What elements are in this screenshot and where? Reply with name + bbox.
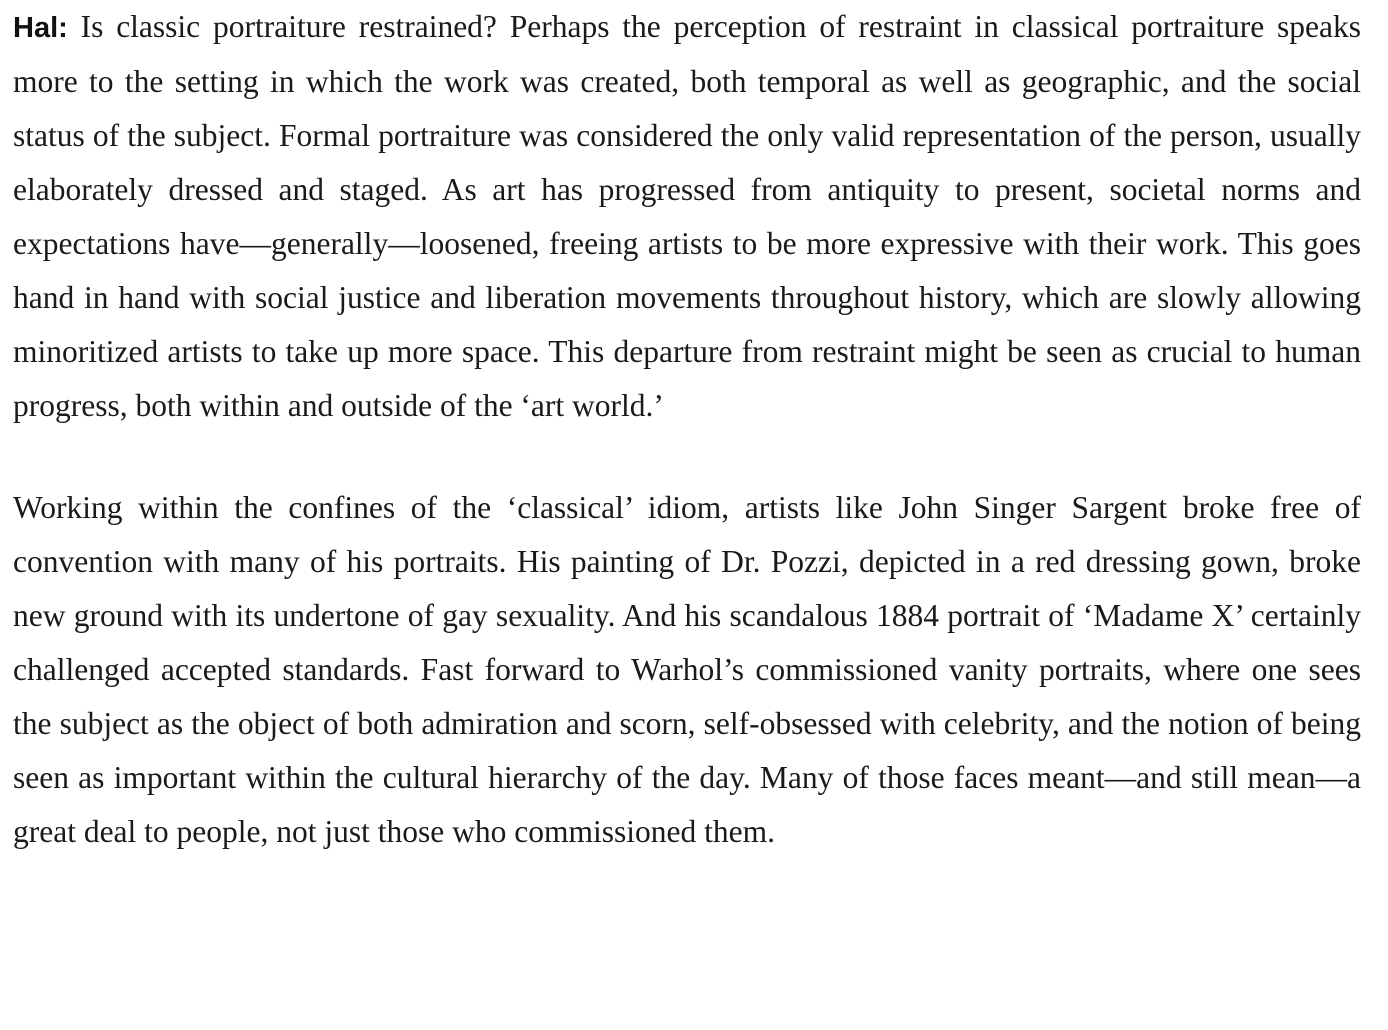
article-body <box>13 0 1361 859</box>
speaker-label: Hal: <box>13 12 68 44</box>
paragraph <box>13 0 1361 433</box>
paragraph-text: Is classic portraiture restrained? Perhaps the perception of restraint in classical portraiture speaks more to the setting in which the work was created, both temporal as well as geographic, and the social status of the subject. Formal portraiture was considered the only valid representation of the person, usually elaborately dressed and staged. As art has progressed from antiquity to present, societal norms and expectations have—generally—loosened, freeing artists to be more expressive with their work. This goes hand in hand with social justice and liberation movements throughout history, which are slowly allowing minoritized artists to take up more space. This departure from restraint might be seen as crucial to human progress, both within and outside of the ‘art world.’ <box>13 9 1362 423</box>
paragraph: Working within the confines of the ‘classical’ idiom, artists like John Singer Sargent broke free of convention with many of his portraits. His painting of Dr. Pozzi, depicted in a red dressing gown, broke new ground with its undertone of gay sexuality. And his scandalous 1884 portrait of ‘Madame X’ certainly challenged accepted standards. Fast forward to Warhol’s commissioned vanity portraits, where one sees the subject as the object of both admiration and scorn, self-obsessed with celebrity, and the notion of being seen as important within the cultural hierarchy of the day. Many of those faces meant—and still mean—a great deal to people, not just those who commissioned them. <box>13 490 1361 849</box>
